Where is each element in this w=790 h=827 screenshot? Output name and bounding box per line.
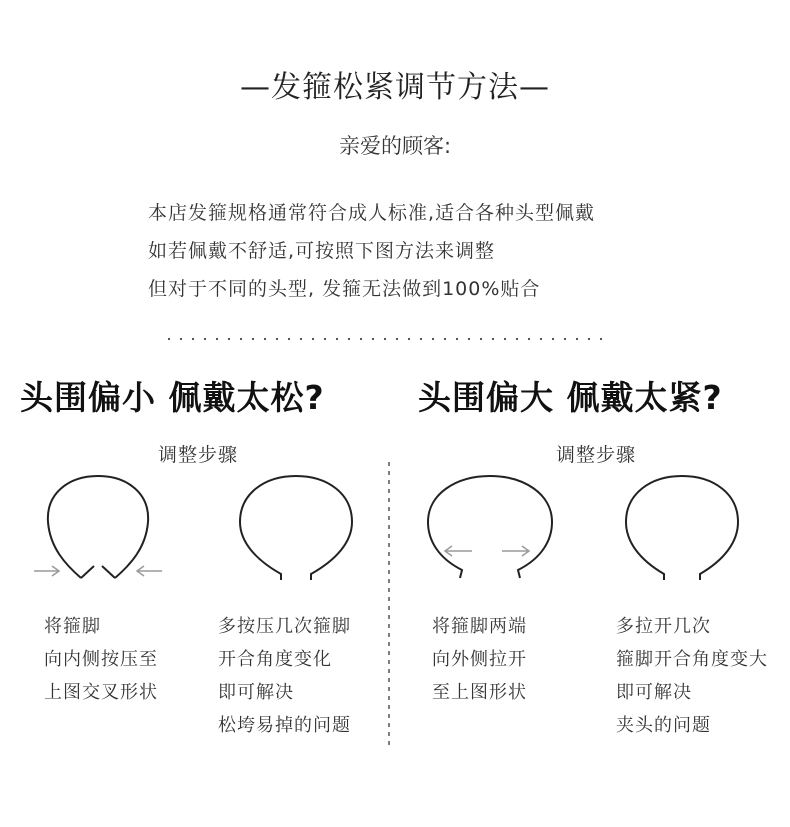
headband-icon [612, 470, 752, 590]
left-step1-line2: 向内侧按压至 [44, 649, 158, 670]
arrow-right-icon [34, 566, 59, 576]
right-step2-line3: 即可解决 [616, 682, 692, 703]
left-step1-line1: 将箍脚 [44, 616, 101, 637]
dotted-divider [168, 336, 608, 342]
intro-line-3: 但对于不同的头型, 发箍无法做到100%贴合 [148, 278, 541, 300]
headband-crossed-icon [28, 470, 168, 590]
left-steps-label: 调整步骤 [158, 444, 239, 466]
page-title: —发箍松紧调节方法— [240, 70, 550, 105]
left-step2-line3: 即可解决 [218, 682, 294, 703]
vertical-divider [388, 462, 390, 747]
intro-line-1: 本店发箍规格通常符合成人标准,适合各种头型佩戴 [148, 202, 596, 224]
headband-open-icon [420, 470, 560, 590]
left-step2-line2: 开合角度变化 [218, 649, 332, 670]
intro-line-2: 如若佩戴不舒适,可按照下图方法来调整 [148, 240, 496, 262]
left-step2-line4: 松垮易掉的问题 [218, 715, 351, 736]
right-step2-line4: 夹头的问题 [616, 715, 711, 736]
greeting: 亲爱的顾客: [338, 134, 452, 158]
headband-icon [226, 470, 366, 590]
arrow-right-icon [502, 546, 529, 556]
right-step1-line2: 向外侧拉开 [432, 649, 527, 670]
right-heading: 头围偏大 佩戴太紧? [418, 378, 723, 417]
right-step2-line2: 箍脚开合角度变大 [616, 649, 768, 670]
arrow-left-icon [137, 566, 162, 576]
right-step1-line3: 至上图形状 [432, 682, 527, 703]
right-step1-line1: 将箍脚两端 [432, 616, 527, 637]
left-step2-line1: 多按压几次箍脚 [218, 616, 351, 637]
right-steps-label: 调整步骤 [556, 444, 637, 466]
left-step1-line3: 上图交叉形状 [44, 682, 158, 703]
left-heading: 头围偏小 佩戴太松? [20, 378, 325, 417]
right-step2-line1: 多拉开几次 [616, 616, 711, 637]
arrow-left-icon [445, 546, 472, 556]
